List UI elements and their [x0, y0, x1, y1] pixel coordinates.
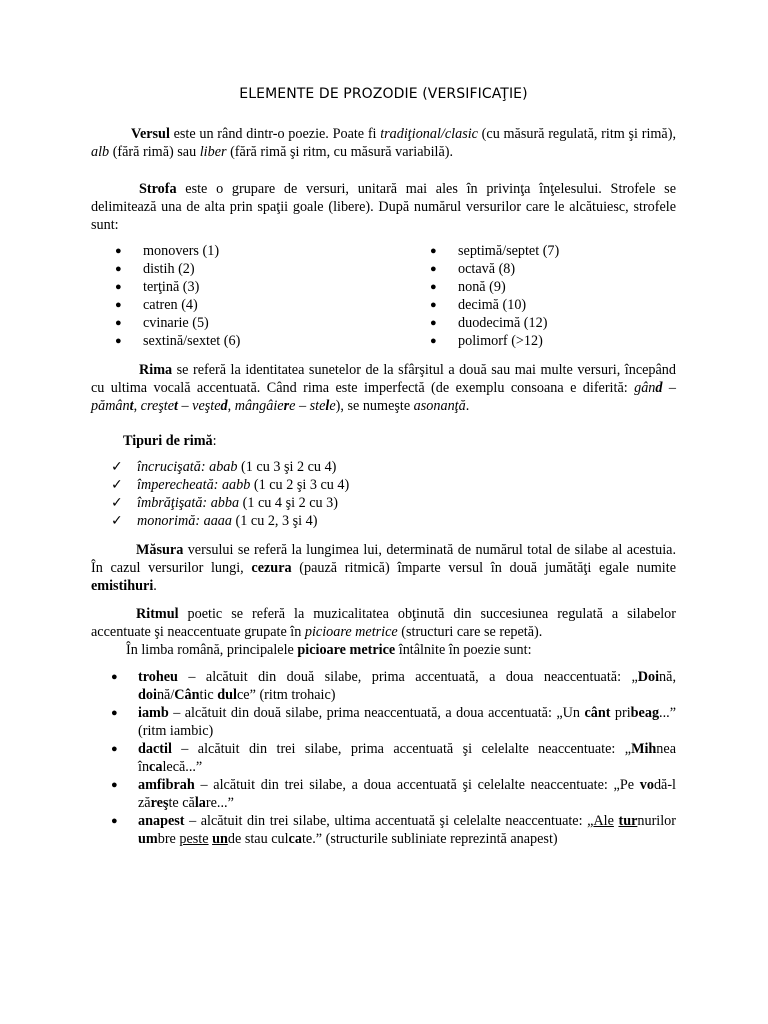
foot-amfibrah: ● amfibrah – alcătuit din trei silabe, a doua accentuată şi celelalte neaccentuate: „Pe vodă-l zăreşte călare...” — [111, 777, 676, 811]
strofa-term: Strofa — [139, 181, 177, 197]
versul-term: Versul — [131, 126, 170, 142]
foot-dactil: ● dactil – alcătuit din trei silabe, prima accentuată şi celelalte neaccentuate: „Mihnea încalecă...” — [111, 741, 676, 775]
foot-anapest: ● anapest – alcătuit din trei silabe, ultima accentuată şi celelalte neaccentuate: „Ale turnurilor umbre peste unde stau culcate.” (structurile subliniate reprezintă anapest) — [111, 813, 677, 847]
list-item: ● distih (2) — [115, 261, 195, 277]
list-item: ✓ împerecheată: aabb (1 cu 2 şi 3 cu 4) — [111, 477, 350, 493]
vers-kind-traditional: tradiţional/clasic — [380, 126, 478, 142]
bullet-icon: ● — [115, 263, 122, 275]
list-item: ✓ monorimă: aaaa (1 cu 2, 3 şi 4) — [111, 513, 318, 529]
bullet-icon: ● — [115, 245, 122, 257]
list-item: ● octavă (8) — [430, 261, 516, 277]
list-item: ✓ încrucişată: abab (1 cu 3 şi 2 cu 4) — [111, 459, 337, 475]
list-item: ● monovers (1) — [115, 243, 220, 259]
asonanta-term: asonanţă — [413, 398, 466, 414]
ritmul-paragraph: Ritmul poetic se referă la muzicalitatea obţinută din succesiunea regulată a silabelor accentuate şi neaccentuate grupate în picioare metrice (structuri care se repetă). În limba română, principalele picioare metrice întâlnite în poezie sunt: — [91, 606, 676, 658]
masura-paragraph: Măsura versului se referă la lungimea lui, determinată de numărul total de silabe al acestuia. În cazul versurilor lungi, cezura (pauză ritmică) împarte versul în două jumătăţi egale numite emistihuri. — [91, 542, 676, 594]
bullet-icon: ● — [111, 707, 118, 719]
vers-kind-alb: alb — [91, 144, 110, 160]
strofa-list-right — [430, 242, 559, 350]
rima-paragraph: Rima se referă la identitatea sunetelor de la sfârşitul a două sau mai multe versuri, începând cu ultima vocală accentuată. Când rima este imperfectă (de exemplu consoana e diferită: gând – pământ, creştet – veşted, mângâiere – stele), se numeşte asonanţă. — [91, 362, 676, 414]
bullet-icon: ● — [115, 299, 122, 311]
bullet-icon: ● — [430, 317, 437, 329]
bullet-icon: ● — [430, 299, 437, 311]
bullet-icon: ● — [115, 281, 122, 293]
bullet-icon: ● — [111, 779, 118, 791]
list-item: ● duodecimă (12) — [430, 315, 548, 331]
bullet-icon: ● — [115, 335, 122, 347]
list-item: ● catren (4) — [115, 297, 198, 313]
page-title: ELEMENTE DE PROZODIE (VERSIFICAŢIE) — [239, 86, 528, 102]
bullet-icon: ● — [430, 263, 437, 275]
list-item: ● terţină (3) — [115, 279, 200, 295]
checkmark-icon: ✓ — [111, 513, 123, 529]
list-item: ● cvinarie (5) — [115, 315, 209, 331]
strofa-list-left — [115, 242, 240, 350]
bullet-icon: ● — [111, 671, 118, 683]
bullet-icon: ● — [115, 317, 122, 329]
checkmark-icon: ✓ — [111, 495, 123, 511]
bullet-icon: ● — [111, 743, 118, 755]
list-item: ● septimă/septet (7) — [430, 243, 560, 259]
checkmark-icon: ✓ — [111, 459, 123, 475]
tipuri-heading: Tipuri de rimă: — [123, 433, 217, 449]
tipuri-list — [111, 458, 349, 530]
bullet-icon: ● — [111, 815, 118, 827]
list-item: ● polimorf (>12) — [430, 333, 543, 349]
bullet-icon: ● — [430, 335, 437, 347]
checkmark-icon: ✓ — [111, 477, 123, 493]
vers-kind-liber: liber — [199, 144, 227, 160]
bullet-icon: ● — [430, 281, 437, 293]
list-item: ● nonă (9) — [430, 279, 506, 295]
list-item: ✓ îmbrăţişată: abba (1 cu 4 şi 2 cu 3) — [111, 495, 338, 511]
metric-feet-list — [109, 668, 676, 848]
list-item: ● decimă (10) — [430, 297, 527, 313]
list-item: ● sextină/sextet (6) — [115, 333, 241, 349]
foot-troheu: ● troheu – alcătuit din două silabe, prima accentuată, a doua neaccentuată: „Doină, doină/Cântic dulce” (ritm trohaic) — [111, 669, 676, 703]
rima-term: Rima — [139, 362, 173, 378]
masura-term: Măsura — [136, 542, 184, 558]
bullet-icon: ● — [430, 245, 437, 257]
ritmul-term: Ritmul — [136, 606, 179, 622]
strofa-paragraph: Strofa este o grupare de versuri, unitară mai ales în privinţa înţelesului. Strofele se delimitează una de alta prin spaţii goale (libere). După numărul versurilor care le alcătuiesc, strofele sunt: — [91, 181, 676, 233]
versul-paragraph: Versul este un rând dintr-o poezie. Poate fi tradiţional/clasic (cu măsură regulată, ritm şi rimă), alb (fără rimă) sau liber (fără rimă şi ritm, cu măsură variabilă). — [91, 126, 676, 160]
foot-iamb: ● iamb – alcătuit din două silabe, prima neaccentuată, a doua accentuată: „Un cânt pribeag...” (ritm iambic) — [111, 705, 676, 739]
